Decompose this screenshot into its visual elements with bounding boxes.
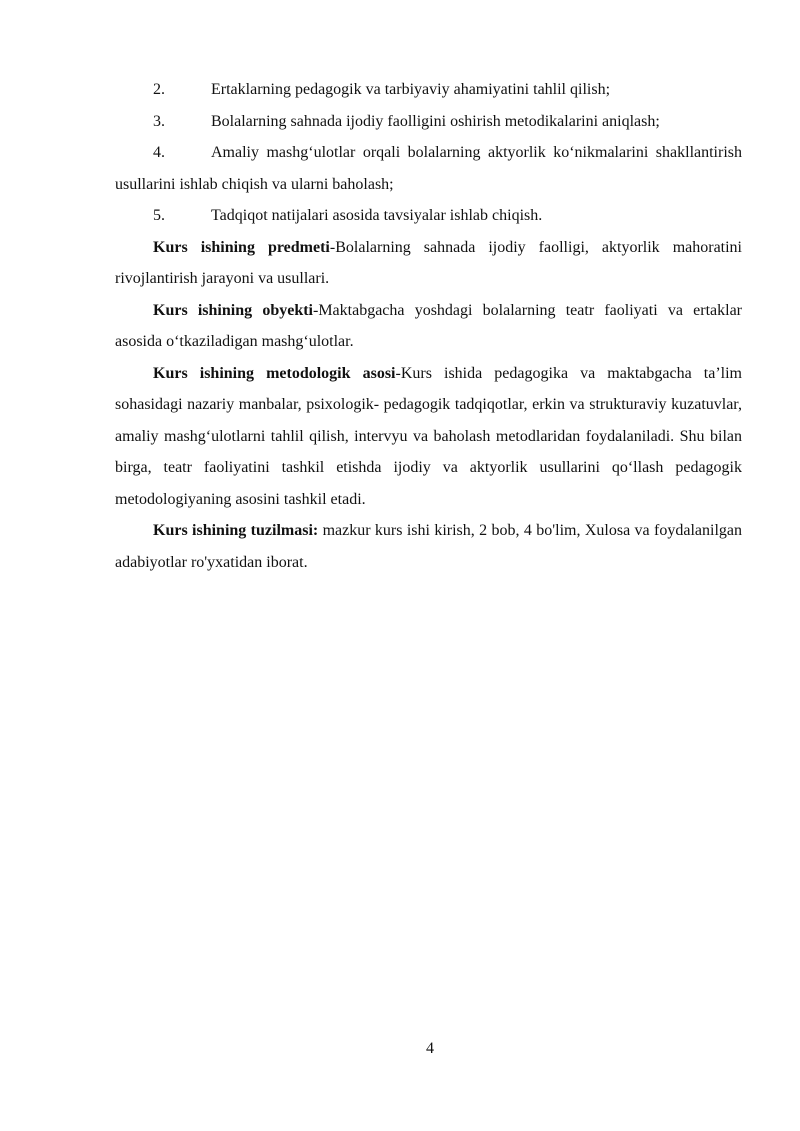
list-item <box>115 106 742 138</box>
page-body <box>115 74 742 578</box>
list-item <box>115 200 742 232</box>
list-number: 4. <box>153 144 165 161</box>
paragraph-label: Kurs ishining obyekti <box>153 301 313 319</box>
paragraph-structure <box>115 515 742 578</box>
paragraph-text: mazkur kurs ishi kirish, 2 bob, 4 bo'lim, Xulosa va foydalanilgan adabiyotlar ro'yxatidan iborat. <box>115 522 742 571</box>
paragraph-text: -Bolalarning sahnada ijodiy faolligi, aktyorlik mahoratini rivojlantirish jarayoni va usullari. <box>115 238 743 287</box>
paragraph-label: Kurs ishining tuzilmasi: <box>153 522 319 539</box>
paragraph-label: Kurs ishining predmeti <box>153 238 330 256</box>
paragraph-label: Kurs ishining metodologik asosi <box>153 364 396 382</box>
list-number: 3. <box>153 112 165 130</box>
page-number: 4 <box>426 1040 434 1057</box>
paragraph-text: -Kurs ishida pedagogika va maktabgacha ta’lim sohasidagi nazariy manbalar, psixologik- pedagogik tadqiqotlar, erkin va strukturaviy kuzatuvlar, amaliy mashg‘ulotlarni tahlil qilish, intervyu va baholash metodlaridan foydalaniladi. Shu bilan birga, teatr faoliyatini tashkil etishda ijodiy va aktyorlik usullarini qo‘llash pedagogik metodologiyaning asosini tashkil etadi. <box>115 364 742 508</box>
paragraph-text: -Maktabgacha yoshdagi bolalarning teatr faoliyati va ertaklar asosida o‘tkaziladigan mashg‘ulotlar. <box>115 301 742 350</box>
list-text: Ertaklarning pedagogik va tarbiyaviy ahamiyatini tahlil qilish; <box>211 81 611 98</box>
list-text: Amaliy mashg‘ulotlar orqali bolalarning aktyorlik ko‘nikmalarini shakllantirish usullarini ishlab chiqish va ularni baholash; <box>115 144 742 193</box>
list-item <box>115 74 742 106</box>
list-number: 2. <box>153 81 165 98</box>
list-number: 5. <box>153 207 165 224</box>
paragraph-object <box>115 295 742 358</box>
paragraph-subject <box>115 232 742 295</box>
list-text: Tadqiqot natijalari asosida tavsiyalar ishlab chiqish. <box>211 207 543 224</box>
list-text: Bolalarning sahnada ijodiy faolligini oshirish metodikalarini aniqlash; <box>211 112 660 130</box>
list-item <box>115 137 742 200</box>
paragraph-methodology <box>115 358 742 516</box>
